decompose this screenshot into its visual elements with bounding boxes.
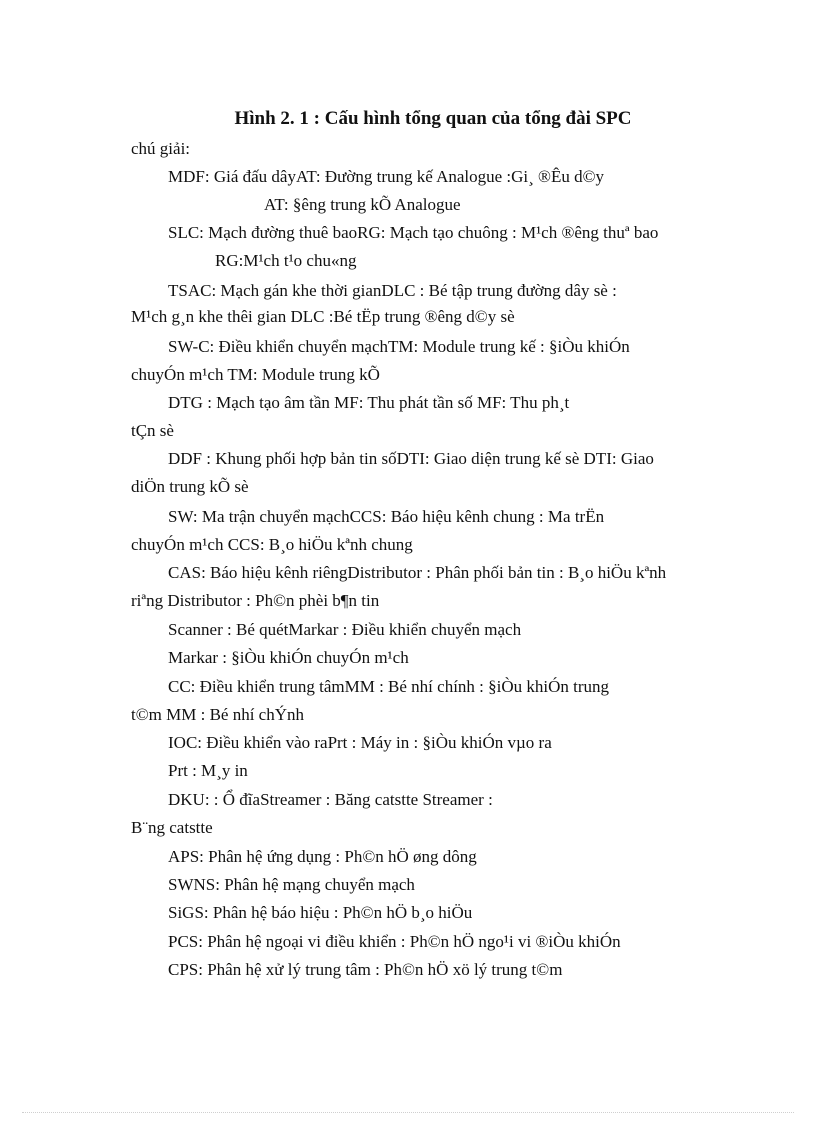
legend-line: SLC: Mạch đường thuê baoRG: Mạch tạo chuông : M¹ch ®êng thuª bao [168, 223, 659, 242]
legend-line: CC: Điều khiển trung tâmMM : Bé nhí chính : §iÒu khiÓn trung [168, 677, 610, 696]
legend-line: B¨ng catstte [131, 818, 213, 837]
legend-line: AT: §êng trung kÕ Analogue [264, 195, 461, 214]
legend-line: tÇn sè [131, 421, 174, 440]
legend-line: TSAC: Mạch gán khe thời gianDLC : Bé tập trung đường dây sè : [168, 281, 617, 300]
legend-line: Prt : M¸y in [168, 761, 248, 780]
legend-line: chuyÓn m¹ch CCS: B¸o hiÖu kªnh chung [131, 535, 413, 554]
legend-heading: chú giải: [131, 139, 191, 158]
legend-line: CPS: Phân hệ xử lý trung tâm : Ph©n hÖ xö lý trung t©m [168, 960, 563, 979]
legend-line: DKU: : Ổ đĩaStreamer : Băng catstte Streamer : [168, 790, 493, 809]
legend-line: SWNS: Phân hệ mạng chuyển mạch [168, 875, 415, 894]
legend-line: DDF : Khung phối hợp bản tin sốDTI: Giao diện trung kế sè DTI: Giao [168, 449, 654, 468]
legend-line: t©m MM : Bé nhí chÝnh [131, 705, 304, 724]
legend-line: IOC: Điều khiển vào raPrt : Máy in : §iÒu khiÓn vµo ra [168, 733, 552, 752]
legend-line: riªng Distributor : Ph©n phèi b¶n tin [131, 591, 380, 610]
legend-line: SiGS: Phân hệ báo hiệu : Ph©n hÖ b¸o hiÖu [168, 903, 473, 922]
legend-line: Scanner : Bé quétMarkar : Điều khiển chuyển mạch [168, 620, 522, 639]
legend-line: PCS: Phân hệ ngoại vi điều khiển : Ph©n hÖ ngo¹i vi ®iÒu khiÓn [168, 932, 621, 951]
legend-line: APS: Phân hệ ứng dụng : Ph©n hÖ øng dông [168, 847, 477, 866]
page-bottom-rule [22, 1112, 794, 1113]
legend-line: CAS: Báo hiệu kênh riêngDistributor : Phân phối bản tin : B¸o hiÖu kªnh [168, 563, 667, 582]
legend-line: Markar : §iÒu khiÓn chuyÓn m¹ch [168, 648, 409, 667]
legend-line: diÖn trung kÕ sè [131, 477, 249, 496]
legend-line: DTG : Mạch tạo âm tần MF: Thu phát tần số MF: Thu ph¸t [168, 393, 570, 412]
legend-line: SW: Ma trận chuyển mạchCCS: Báo hiệu kênh chung : Ma trËn [168, 507, 605, 526]
legend-line: MDF: Giá đấu dâyAT: Đường trung kế Analogue :Gi¸ ®Êu d©y [168, 167, 605, 186]
legend-line: M¹ch g¸n khe thêi gian DLC :Bé tËp trung ®êng d©y sè [131, 307, 515, 326]
legend-line: RG:M¹ch t¹o chu«ng [215, 251, 357, 270]
legend-line: SW-C: Điều khiển chuyển mạchTM: Module trung kế : §iÒu khiÓn [168, 337, 630, 356]
figure-caption: Hình 2. 1 : Cấu hình tổng quan của tổng đài SPC [234, 108, 632, 129]
legend-line: chuyÓn m¹ch TM: Module trung kÕ [131, 365, 380, 384]
